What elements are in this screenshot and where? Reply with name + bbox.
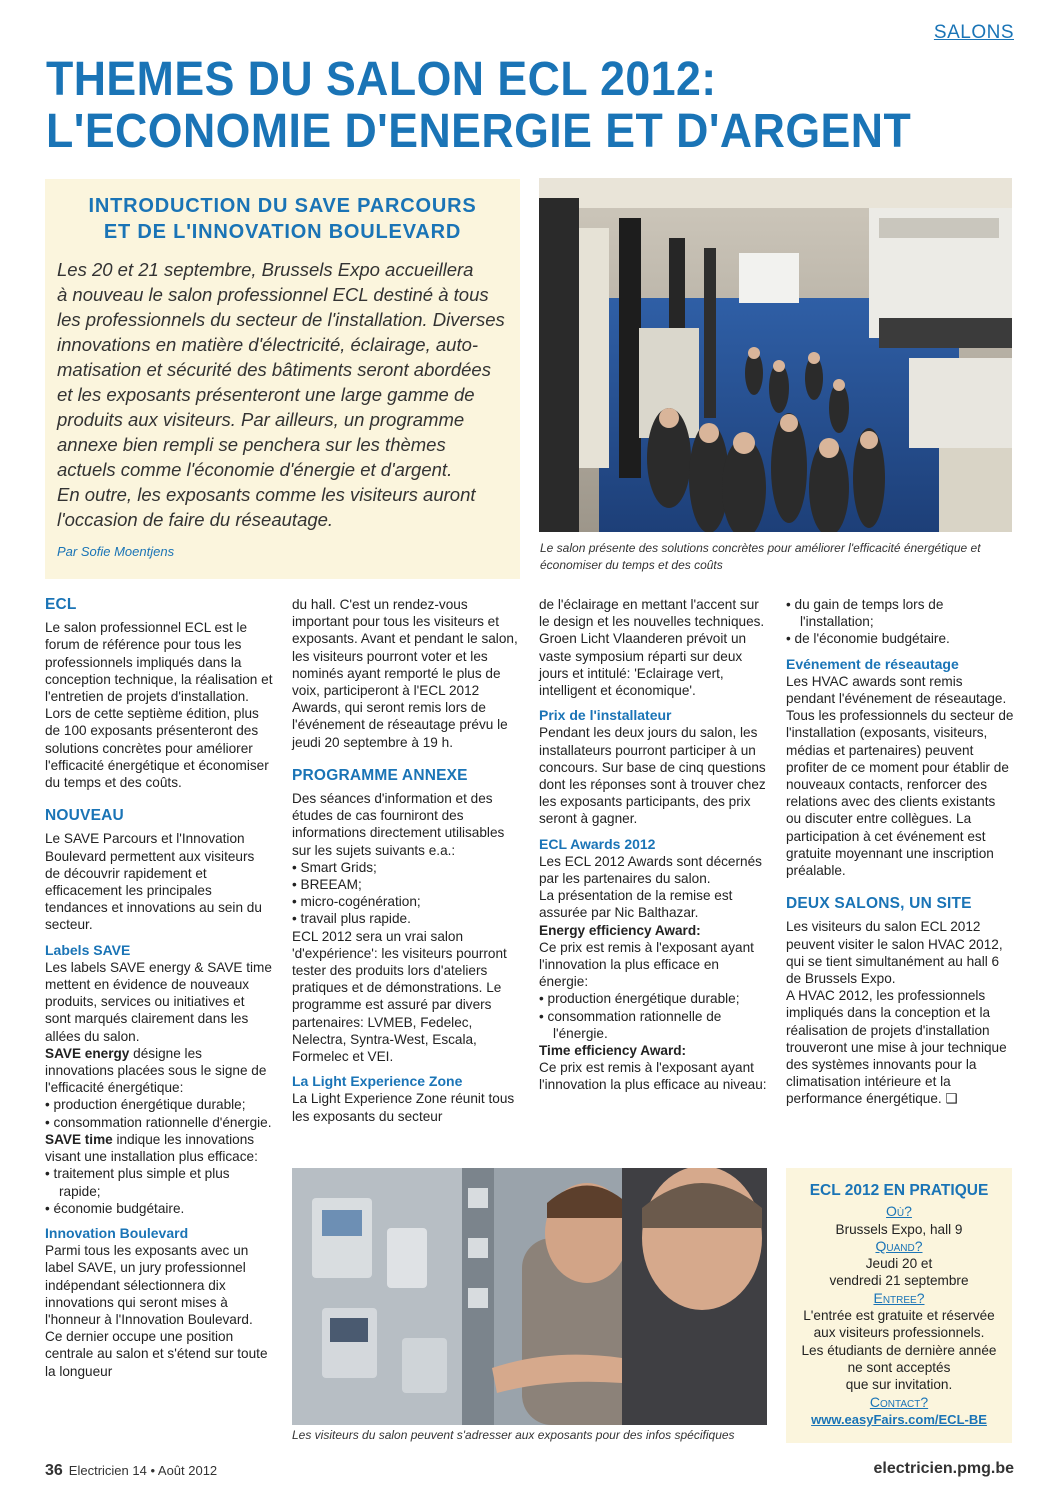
- energy-list: [45, 1096, 273, 1130]
- exhibitor-illustration: [292, 1168, 767, 1425]
- heading-nouveau: NOUVEAU: [45, 807, 124, 825]
- footer-left: [45, 1462, 217, 1480]
- intro-box: [45, 179, 520, 579]
- paragraph: Tous les professionnels du secteur de l'installation (exposants, visiteurs, médias et partenaires) peuvent profiter de ce moment pour établir de nouveaux contacts, renforcer des relations avec des clients existants ou discuter entre collègues. La participation à cet événement est gratuite moyennant une inscription préalable.: [786, 708, 1014, 879]
- heading-ecl: ECL: [45, 596, 77, 613]
- time-award-label: Time efficiency Award:: [539, 1043, 687, 1059]
- subheading-reseautage: Evénement de réseautage: [786, 655, 959, 672]
- paragraph: ECL 2012 sera un vrai salon 'd'expérience': les visiteurs pourront tester des produits lors d'ateliers pratiques et de démonstrations. Le programme est assuré par divers partenaires: LVMEB, Fedelec, Nelectra, Syntra-West, Escala, Formelec et VEI.: [292, 928, 507, 1065]
- subheading-prix: Prix de l'installateur: [539, 707, 672, 724]
- answer-quand: Jeudi 20 et: [865, 1256, 933, 1272]
- energy-award-label: Energy efficiency Award:: [539, 922, 701, 938]
- subheading-boulevard: Innovation Boulevard: [45, 1224, 189, 1241]
- paragraph: [786, 987, 1014, 1107]
- intro-line: les professionnels du secteur de l'installation. Diverses: [57, 309, 505, 330]
- answer-entree: Les étudiants de dernière année: [801, 1342, 997, 1358]
- intro-line: actuels comme l'économie d'énergie et d'argent.: [57, 459, 453, 480]
- intro-line: matisation et sécurité des bâtiments seront abordées: [57, 359, 491, 380]
- trade-show-hall-photo: [539, 178, 1012, 532]
- column-1: [45, 596, 273, 1380]
- answer-entree: ne sont acceptés: [847, 1359, 951, 1375]
- paragraph: Parmi tous les exposants avec un label SAVE, un jury professionnel indépendant sélectionnera dix innovations qui seront mises à l'honneur à l'Innovation Boulevard. Ce dernier occupe une position centrale au salon et s'étend sur toute la longueur: [45, 1243, 268, 1379]
- list-item: • production énergétique durable;: [539, 991, 740, 1007]
- subheading-light-zone: La Light Experience Zone: [292, 1073, 463, 1090]
- paragraph: La Light Experience Zone réunit tous les exposants du secteur: [292, 1091, 515, 1124]
- intro-heading-line: INTRODUCTION DU SAVE PARCOURS: [88, 195, 477, 217]
- paragraph: La présentation de la remise est assurée par Nic Balthazar.: [539, 888, 733, 921]
- footer-site[interactable]: electricien.pmg.be: [873, 1460, 1014, 1477]
- question-quand: Quand?: [875, 1237, 923, 1254]
- paragraph: Les labels SAVE energy & SAVE time mettent en évidence de nouveaux produits, services ou initiatives et sont marqués clairement dans les allées du salon.: [45, 959, 272, 1044]
- question-contact: Contact?: [869, 1393, 929, 1410]
- paragraph: du hall. C'est un rendez-vous important pour tous les visiteurs et exposants. Avant et pendant le salon, les visiteurs pourront voter et les nominés ayant remporté le plus de voix, participeront à l'ECL 2012 Awards, qui seront remis lors de l'événement de réseautage prévu le jeudi 20 septembre à 19 h.: [292, 597, 518, 750]
- photo-top-caption: Le salon présente des solutions concrètes pour améliorer l'efficacité énergétique et économiser du temps et des coûts: [540, 541, 981, 572]
- trade-show-hall-illustration: [539, 178, 1012, 532]
- author-byline: Par Sofie Moentjens: [57, 544, 175, 559]
- intro-line: annexe bien rempli se penchera sur les thèmes: [57, 434, 446, 455]
- list-item: • de l'économie budgétaire.: [786, 631, 950, 647]
- paragraph: Des séances d'information et des études de cas fourniront des informations directement utilisables sur les sujets suivants e.a.:: [292, 791, 505, 858]
- exhibitor-photo: [292, 1168, 767, 1425]
- save-energy-label: SAVE energy: [45, 1045, 130, 1061]
- paragraph-text: A HVAC 2012, les professionnels impliqués dans la conception et la réalisation de projets d'installation trouveront une mise à jour technique des systèmes innovants pour la climatisation intérieure et la performance énergétique.: [786, 988, 1007, 1107]
- column-2: [292, 596, 520, 1125]
- list-item: • production énergétique durable;: [45, 1097, 246, 1113]
- question-ou: Où?: [886, 1203, 912, 1220]
- heading-deux-salons: DEUX SALONS, UN SITE: [786, 895, 972, 913]
- section-tag: SALONS: [933, 22, 1014, 43]
- list-item: • consommation rationnelle de l'énergie.: [539, 1008, 722, 1041]
- list-item: • traitement plus simple et plus rapide;: [45, 1166, 230, 1199]
- paragraph: Ce prix est remis à l'exposant ayant l'innovation la plus efficace en énergie:: [539, 939, 754, 990]
- intro-text: [57, 257, 512, 532]
- paragraph: Le SAVE Parcours et l'Innovation Boulevard permettent aux visiteurs de découvrir rapidement et efficacement les principales tendances et innovations au sein du secteur.: [45, 831, 262, 933]
- heading-programme: PROGRAMME ANNEXE: [292, 766, 468, 784]
- answer-entree: aux visiteurs professionnels.: [813, 1325, 985, 1341]
- list-item: • Smart Grids;: [292, 859, 377, 875]
- intro-heading-line: ET DE L'INNOVATION BOULEVARD: [103, 221, 462, 243]
- intro-line: produits aux visiteurs. Par ailleurs, un programme: [57, 409, 465, 430]
- intro-line: l'occasion de faire du réseautage.: [57, 509, 334, 530]
- end-mark-icon: ❑: [945, 1091, 958, 1107]
- answer-entree: que sur invitation.: [845, 1377, 953, 1393]
- intro-line: Les 20 et 21 septembre, Brussels Expo accueillera: [57, 259, 474, 280]
- paragraph: Le salon professionnel ECL est le forum de référence pour tous les professionnels impliqués dans la conception technique, la réalisation et l'entretien de projets d'installation. Lors de cette septième édition, plus de 100 exposants présenteront des solutions concrètes pour améliorer l'efficacité énergétique et économiser du temps et des coûts.: [45, 620, 273, 791]
- paragraph: [539, 1042, 767, 1059]
- save-time-text: indique les innovations visant une installation plus efficace:: [45, 1131, 258, 1165]
- contact-link[interactable]: www.easyFairs.com/ECL-BE: [811, 1411, 987, 1427]
- list-item: • du gain de temps lors de l'installation;: [786, 597, 944, 630]
- list-item: • consommation rationnelle d'énergie.: [45, 1114, 272, 1130]
- question-entree: Entree?: [873, 1289, 925, 1306]
- intro-line: En outre, les exposants comme les visiteurs auront: [57, 484, 476, 505]
- column-4: [786, 596, 1014, 1108]
- paragraph: [45, 1045, 273, 1097]
- paragraph: Les HVAC awards sont remis pendant l'événement de réseautage.: [786, 673, 1007, 707]
- paragraph: Ce prix est remis à l'exposant ayant l'innovation la plus efficace au niveau:: [539, 1060, 767, 1093]
- list-item: • économie budgétaire.: [45, 1200, 185, 1216]
- paragraph: [539, 922, 767, 939]
- column-3: [539, 596, 767, 1094]
- answer-quand: vendredi 21 septembre: [829, 1273, 969, 1289]
- paragraph: Les ECL 2012 Awards sont décernés par les partenaires du salon.: [539, 853, 762, 887]
- paragraph: Pendant les deux jours du salon, les installateurs pourront participer à un concours. Sur base de cinq questions dont les réponses sont à trouver chez les exposants participants, des prix seront à gagner.: [539, 725, 766, 827]
- list-item: • micro-cogénération;: [292, 894, 421, 910]
- time-list: [45, 1165, 273, 1217]
- headline: [46, 54, 957, 158]
- time-award-list: [786, 596, 1014, 648]
- magazine-issue: Electricien 14 • Août 2012: [68, 1463, 218, 1478]
- answer-ou: Brussels Expo, hall 9: [835, 1221, 963, 1237]
- energy-award-list: [539, 990, 767, 1042]
- practical-info-box: [786, 1168, 1012, 1443]
- subheading-labels: Labels SAVE: [45, 941, 131, 958]
- intro-line: à nouveau le salon professionnel ECL destiné à tous: [57, 284, 489, 305]
- headline-line-1: THEMES DU SALON ECL 2012:: [46, 53, 717, 106]
- page-number: 36: [45, 1462, 63, 1479]
- save-time-label: SAVE time: [45, 1131, 113, 1147]
- save-energy-text: désigne les innovations placées sous le signe de l'efficacité énergétique:: [45, 1045, 267, 1096]
- list-item: • travail plus rapide.: [292, 911, 411, 927]
- paragraph: de l'éclairage en mettant l'accent sur le design et les nouvelles techniques. Groen Licht Vlaanderen prévoit un vaste symposium réparti sur deux jours et intitulé: 'Eclairage vert, intelligent et économique'.: [539, 597, 765, 699]
- practical-title: ECL 2012 EN PRATIQUE: [809, 1182, 989, 1199]
- headline-line-2: L'ECONOMIE D'ENERGIE ET D'ARGENT: [46, 105, 912, 158]
- intro-line: innovations en matière d'électricité, éclairage, auto-: [57, 334, 479, 355]
- list-item: • BREEAM;: [292, 877, 362, 893]
- answer-entree: L'entrée est gratuite et réservée: [803, 1308, 995, 1324]
- intro-line: et les exposants présenteront une large gamme de: [57, 384, 475, 405]
- subheading-awards: ECL Awards 2012: [539, 835, 656, 852]
- topics-list: [292, 859, 520, 928]
- paragraph: Les visiteurs du salon ECL 2012 peuvent visiter le salon HVAC 2012, qui se tient simultanément au hall 6 de Brussels Expo.: [786, 919, 1003, 987]
- photo-bottom-caption: Les visiteurs du salon peuvent s'adresser aux exposants pour des infos spécifiques: [292, 1428, 735, 1442]
- intro-heading: [45, 193, 520, 245]
- paragraph: [45, 1131, 273, 1165]
